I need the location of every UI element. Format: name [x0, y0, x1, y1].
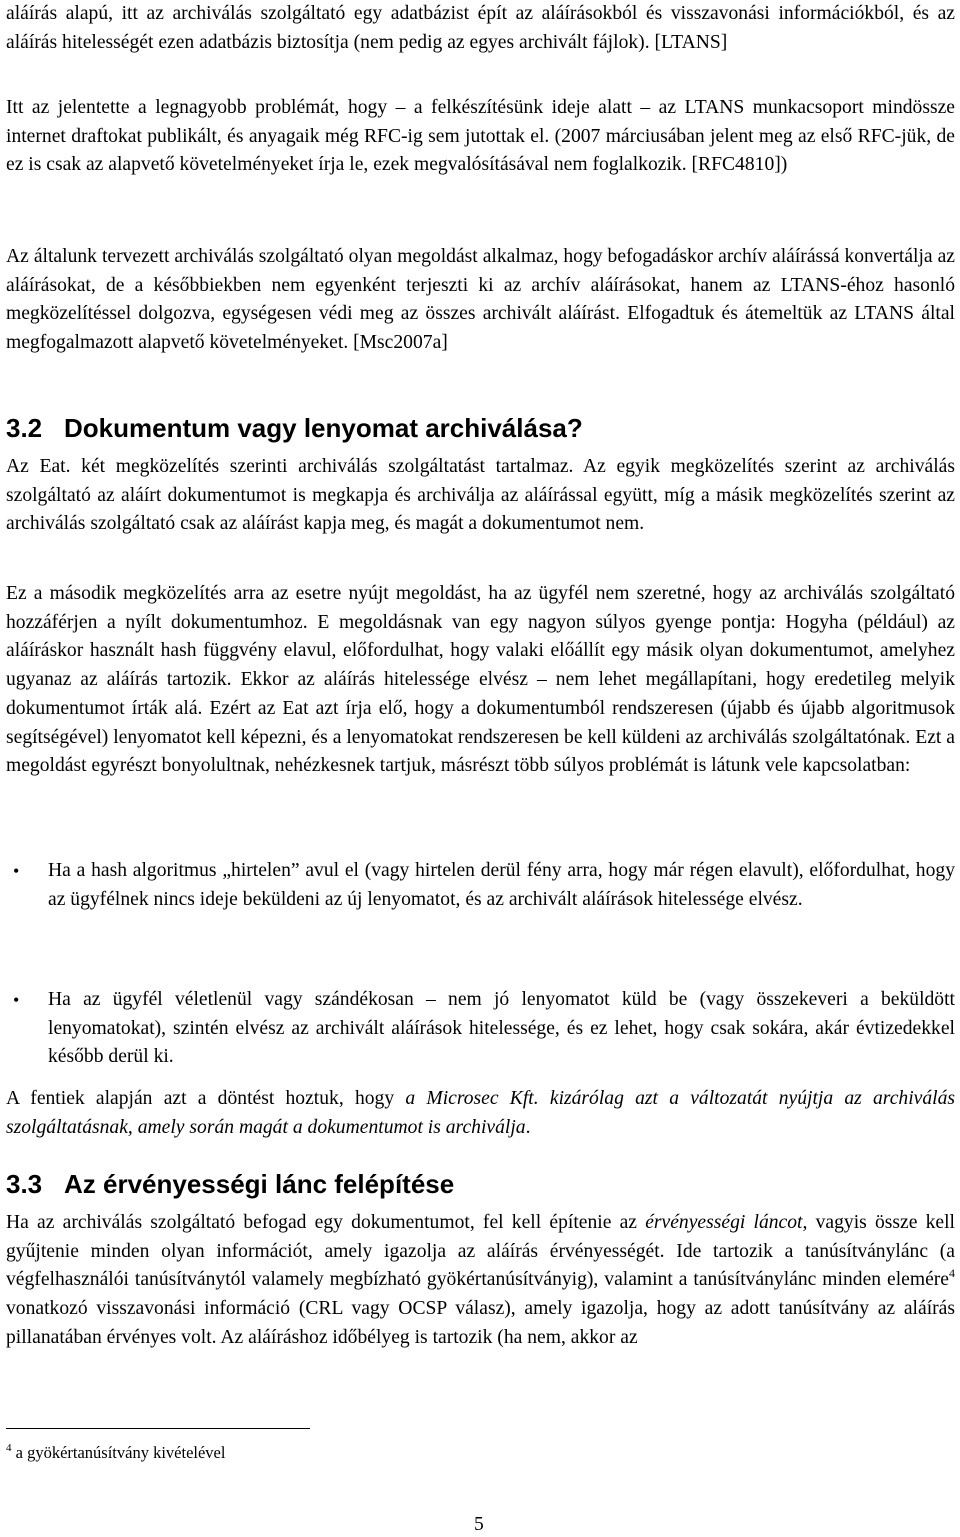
paragraph-ltans-intro: aláírás alapú, itt az archiválás szolgáltató egy adatbázist épít az aláírásokból és visszavonási információkból, és az aláírás hitelességét ezen adatbázis biztosítja (nem pedig az egyes archivált fájlok). [LTANS] [6, 3, 955, 53]
footnote-text: a gyökértanúsítvány kivételével [11, 1443, 226, 1462]
paragraph-archive-approach: Az általunk tervezett archiválás szolgáltató olyan megoldást alkalmaz, hogy befogadáskor archív aláírássá konvertálja az aláírásokat, de a későbbiekben nem egyenként terjeszti ki az archív aláírásokat, hanem az LTANS-éhoz hasonló megközelítéssel dolgozva, egységesen védi meg az összes archivált aláírást. Elfogadtuk és átemeltük az LTANS által megfogalmazott alapvető követelményeket. [Msc2007a] [6, 246, 955, 354]
footnote-divider [6, 1428, 310, 1429]
chain-text-b: , vagyis össze kell gyűjtenie minden olyan információt, amely igazolja az aláírás érvényességét. Ide tartozik a tanúsítványlánc (a végfelhasználói tanúsítványtól valamely megbízható gyökértanúsítványig), valamint a tanúsítványlánc minden elemére [6, 1212, 955, 1291]
chain-emphasis: érvényességi láncot [645, 1212, 803, 1233]
bullet-icon: • [13, 990, 20, 1010]
paragraph-decision [6, 1085, 955, 1142]
chain-text-c: vonatkozó visszavonási információ (CRL vagy OCSP válasz), amely igazolja, hogy az adott tanúsítvány az aláírás pillanatában érvényes volt. Az aláíráshoz időbélyeg is tartozik (ha nem, akkor az [6, 1298, 955, 1348]
section-number: 3.2 [6, 413, 43, 443]
section-heading-3-3 [6, 1168, 454, 1200]
section-title: Dokumentum vagy lenyomat archiválása? [64, 413, 583, 443]
decision-emphasis: a Microsec Kft. kizárólag azt a változatát nyújtja az archiválás szolgáltatásnak, amely során magát a dokumentumot is archiválja [6, 1088, 956, 1138]
footnote-marker: 4 [6, 1442, 12, 1454]
footnote [6, 1441, 225, 1465]
decision-lead: A fentiek alapján azt a döntést hoztuk, hogy [6, 1088, 406, 1109]
section-title: Az érvényességi lánc felépítése [64, 1169, 455, 1199]
footnote-reference[interactable]: 4 [949, 1266, 955, 1281]
section-heading-3-2 [6, 412, 583, 444]
paragraph-second-approach: Ez a második megközelítés arra az esetre nyújt megoldást, ha az ügyfél nem szeretné, hogy az archiválás szolgáltató hozzáférjen a nyílt dokumentumhoz. E megoldásnak van egy nagyon súlyos gyenge pontja: Hogyha (például) az aláíráskor használt hash függvény elavul, előfordulhat, hogy valaki előállít egy másik olyan dokumentumot, amelyhez ugyanaz az aláírás tartozik. Ekkor az aláírás hitelessége elvész – nem lehet megállapítani, hogy eredetileg melyik dokumentumot írták alá. Ezért az Eat azt írja elő, hogy a dokumentumból rendszeresen (újabb és újabb algoritmusok segítségével) lenyomatot kell képezni, és a lenyomatokat rendszeresen be kell küldeni az archiválás szolgáltatónak. Ezt a megoldást egyrészt bonyolultnak, nehézkesnek tartjuk, másrészt több súlyos problémát is látunk vele kapcsolatban: [6, 583, 955, 777]
paragraph-two-approaches: Az Eat. két megközelítés szerinti archiválás szolgáltatást tartalmaz. Az egyik megközelítés szerint az archiválás szolgáltató az aláírt dokumentumot is megkapja és archiválja az aláírással együtt, míg a másik megközelítés szerint az archiválás szolgáltató csak az aláírást kapja meg, és magát a dokumentumot nem. [6, 456, 955, 535]
bullet-icon: • [13, 861, 20, 881]
bullet-item-client: Ha az ügyfél véletlenül vagy szándékosan – nem jó lenyomatot küld be (vagy összekeveri a beküldött lenyomatokat), szintén elvész az archivált aláírások hitelessége, és ez lehet, hogy csak sokára, akár évtizedekkel később derül ki. [48, 989, 955, 1068]
chain-text-a: Ha az archiválás szolgáltató befogad egy dokumentumot, fel kell építenie az [6, 1212, 646, 1233]
paragraph-ltans-problem: Itt az jelentette a legnagyobb problémát, hogy – a felkészítésünk ideje alatt – az LTANS munkacsoport mindössze internet draftokat publikált, és anyagaik még RFC-ig sem jutottak el. (2007 márciusában jelent meg az első RFC-jük, de ez is csak az alapvető követelményeket írja le, ezek megvalósításával nem foglalkozik. [RFC4810]) [6, 97, 955, 176]
bullet-item-hash: Ha a hash algoritmus „hirtelen” avul el (vagy hirtelen derül fény arra, hogy már régen elavult), előfordulhat, hogy az ügyfélnek nincs ideje beküldeni az új lenyomatot, és az archivált aláírások hitelessége elvész. [48, 860, 955, 910]
paragraph-validity-chain [6, 1209, 955, 1353]
page-number: 5 [474, 1514, 484, 1535]
decision-end: . [525, 1116, 531, 1138]
section-number: 3.3 [6, 1169, 43, 1199]
